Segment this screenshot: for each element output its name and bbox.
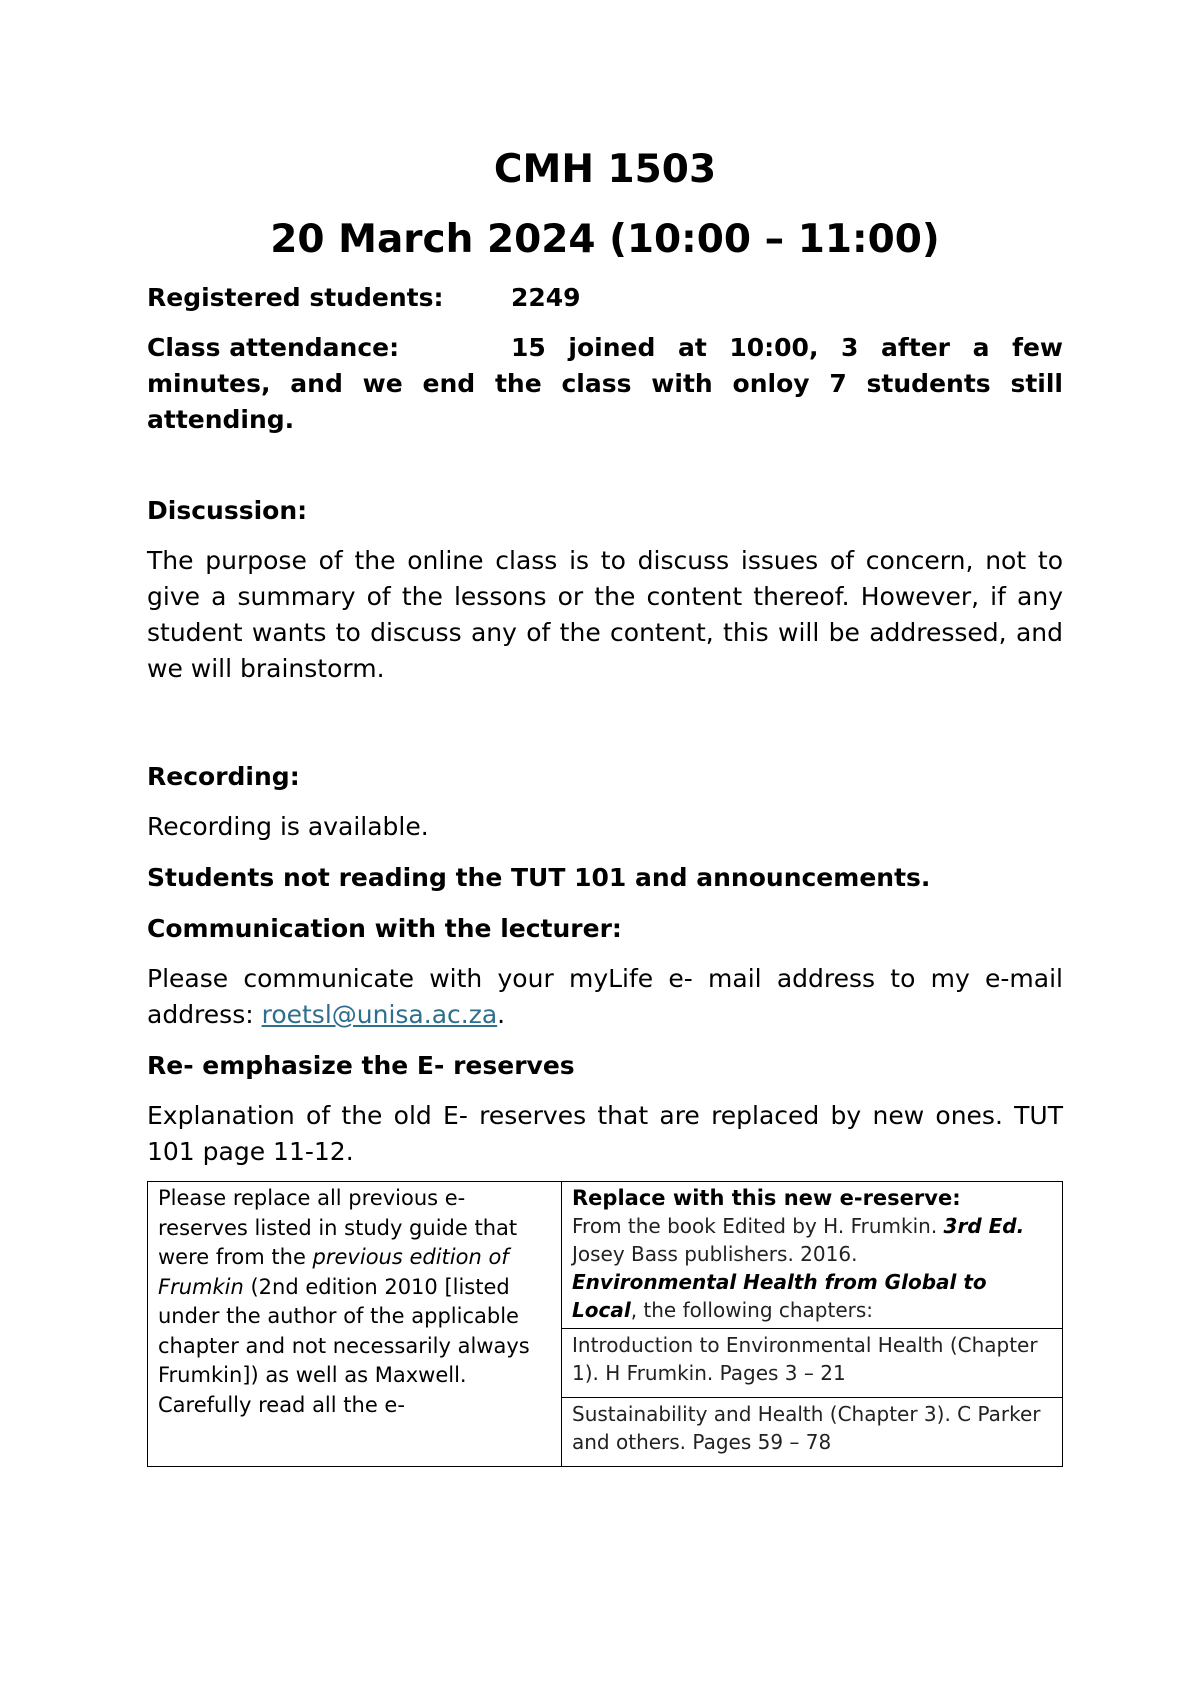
notice-text: Students not reading the TUT 101 and announcements.: [147, 863, 931, 892]
replace-instructions-cell: [148, 1182, 562, 1467]
chapter1-cell: Introduction to Environmental Health (Chapter 1). H Frumkin. Pages 3 – 21: [562, 1329, 1063, 1398]
course-code-title: CMH 1503: [493, 147, 717, 192]
new-ereserve-line1: From the book Edited by H. Frumkin.: [572, 1214, 944, 1238]
ereserves-heading: Re- emphasize the E- reserves: [147, 1051, 575, 1080]
attendance-text-rest: minutes, and we end the class with onloy 7 students still attending.: [147, 369, 1063, 434]
new-ereserve-book-title: Environmental Health from Global to Local: [572, 1270, 987, 1322]
communication-heading: Communication with the lecturer:: [147, 914, 622, 943]
registered-row: [147, 280, 1063, 316]
replace-instructions-part2: (2nd edition 2010 [listed under the author of the applicable chapter and not necessarily always Frumkin]) as well as Maxwell. Carefully read all the e-: [158, 1274, 530, 1417]
replace-instructions-italic: previous edition of Frumkin: [158, 1245, 509, 1299]
attendance-paragraph: [147, 330, 1063, 438]
chapter3-cell: Sustainability and Health (Chapter 3). C Parker and others. Pages 59 – 78: [562, 1398, 1063, 1467]
communication-trailing: .: [497, 1000, 506, 1029]
registered-label: Registered students:: [147, 283, 444, 312]
recording-body: Recording is available.: [147, 812, 429, 841]
communication-body: [147, 961, 1063, 1033]
discussion-heading: Discussion:: [147, 496, 308, 525]
discussion-body: The purpose of the online class is to discuss issues of concern, not to give a summary of the lessons or the content thereof. However, if any student wants to discuss any of the content, this will be addressed, and we will brainstorm.: [147, 546, 1063, 683]
new-ereserve-cell: [562, 1182, 1063, 1329]
registered-value: 2249: [511, 283, 581, 312]
communication-text: Please communicate with your myLife e- mail address to my e-mail address:: [147, 964, 1063, 1029]
recording-heading: Recording:: [147, 762, 300, 791]
new-ereserve-line2: Josey Bass publishers. 2016.: [572, 1242, 858, 1266]
email-link[interactable]: roetsl@unisa.ac.za: [261, 1000, 498, 1029]
replace-instructions-part1: Please replace all previous e-reserves listed in study guide that were from the: [158, 1186, 518, 1269]
new-ereserve-edition: 3rd Ed.: [943, 1214, 1025, 1238]
attendance-text-first: 15 joined at 10:00, 3 after a few: [511, 333, 1063, 362]
document-page: [147, 140, 1063, 1467]
date-time-title: 20 March 2024 (10:00 – 11:00): [270, 217, 940, 262]
ereserves-table: [147, 1181, 1063, 1467]
attendance-label: Class attendance:: [147, 333, 400, 362]
new-ereserve-heading: Replace with this new e-reserve:: [572, 1186, 961, 1210]
ereserves-body: Explanation of the old E- reserves that are replaced by new ones. TUT 101 page 11-12.: [147, 1101, 1063, 1166]
new-ereserve-line3: , the following chapters:: [630, 1298, 874, 1322]
